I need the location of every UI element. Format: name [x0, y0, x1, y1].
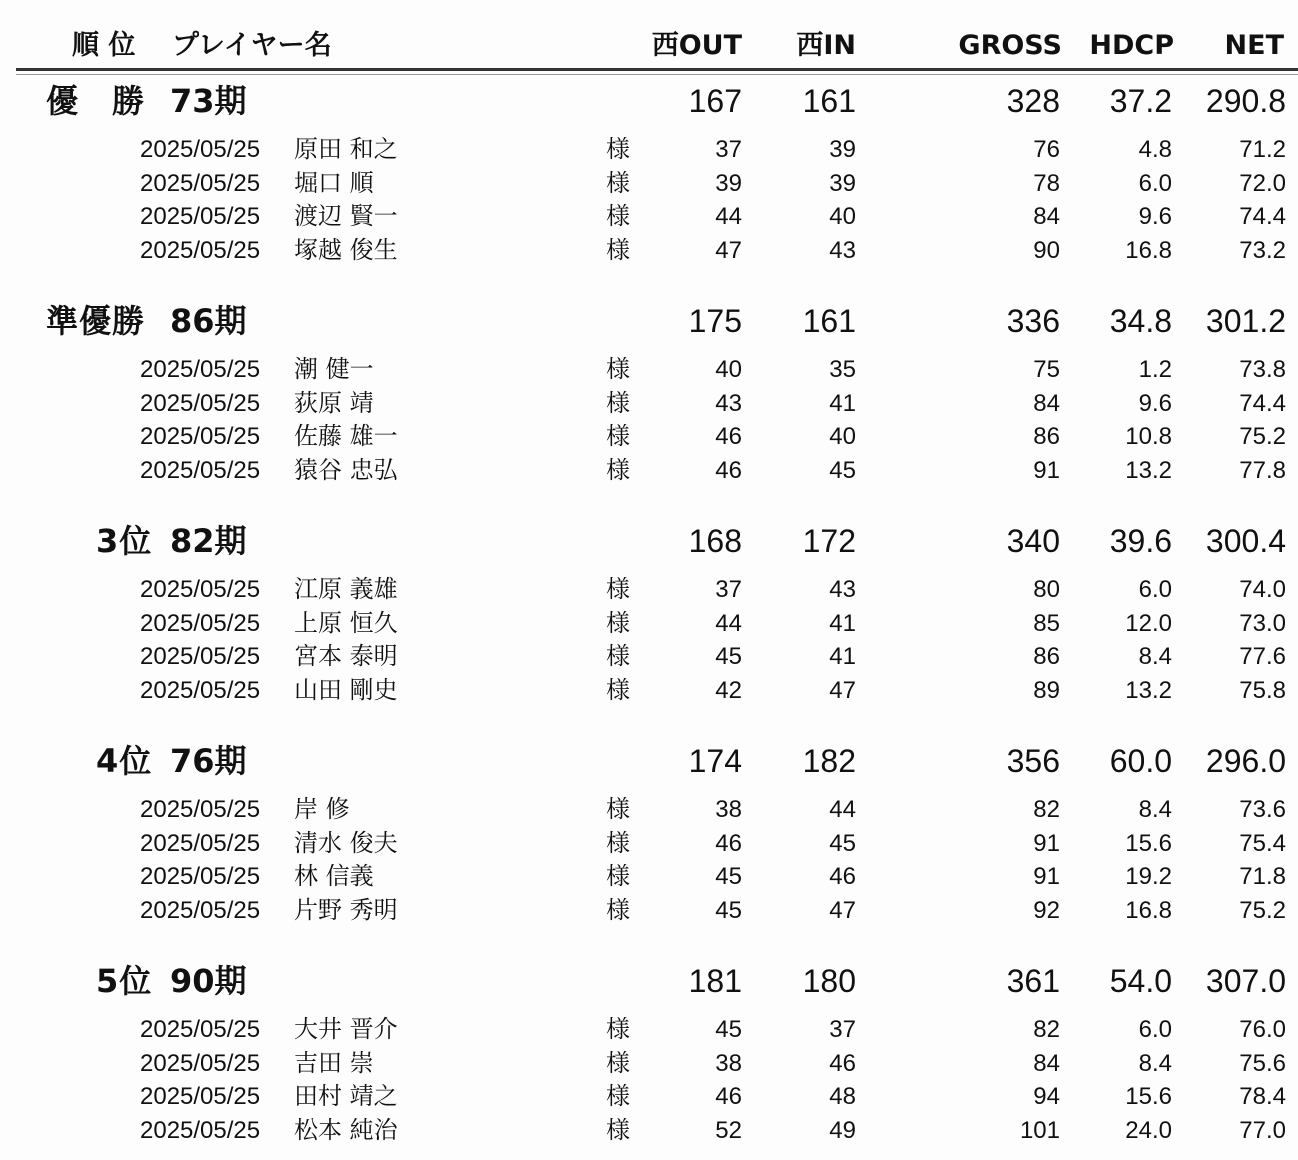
player-gross: 89 — [1033, 676, 1060, 704]
team-hdcp-total: 34.8 — [1109, 303, 1172, 339]
player-out: 38 — [715, 1049, 742, 1077]
player-in: 37 — [829, 1016, 856, 1043]
player-row — [0, 167, 1298, 200]
player-date: 2025/05/25 — [140, 1116, 261, 1144]
player-in: 40 — [829, 203, 856, 230]
player-honorific: 様 — [606, 355, 630, 383]
player-date: 2025/05/25 — [140, 643, 261, 670]
player-date: 2025/05/25 — [140, 896, 261, 924]
team-row — [0, 958, 1298, 1004]
player-row — [0, 674, 1298, 707]
player-hdcp: 8.4 — [1138, 643, 1172, 670]
player-name: 吉田 崇 — [294, 1048, 374, 1077]
team-in-total: 182 — [802, 743, 856, 779]
team-net-total: 300.4 — [1205, 523, 1286, 559]
player-in: 40 — [829, 423, 856, 450]
team-gross-total: 340 — [1006, 523, 1060, 559]
player-name: 大井 晋介 — [294, 1015, 398, 1043]
team-term: 76期 — [170, 742, 247, 780]
player-hdcp: 8.4 — [1138, 1049, 1172, 1077]
player-out: 45 — [715, 643, 742, 670]
player-name: 塚越 俊生 — [294, 235, 398, 264]
player-name: 渡辺 賢一 — [294, 202, 398, 230]
player-gross: 84 — [1033, 389, 1060, 417]
player-out: 46 — [715, 456, 742, 484]
player-name: 清水 俊夫 — [294, 828, 398, 857]
player-hdcp: 15.6 — [1125, 829, 1172, 857]
player-honorific: 様 — [606, 455, 630, 484]
player-hdcp: 6.0 — [1138, 576, 1172, 603]
player-net: 73.0 — [1239, 609, 1286, 637]
player-date: 2025/05/25 — [140, 389, 261, 417]
team-hdcp-total: 60.0 — [1109, 743, 1172, 779]
team-term: 82期 — [170, 522, 247, 560]
player-out: 46 — [715, 423, 742, 450]
player-date: 2025/05/25 — [140, 236, 261, 264]
player-gross: 91 — [1033, 829, 1060, 857]
team-gross-total: 361 — [1006, 963, 1060, 999]
player-in: 35 — [829, 356, 856, 383]
player-gross: 75 — [1033, 356, 1060, 383]
player-net: 71.8 — [1239, 863, 1286, 890]
team-row — [0, 298, 1298, 344]
player-honorific: 様 — [606, 235, 630, 264]
team-term: 90期 — [170, 962, 247, 1000]
player-net: 74.0 — [1239, 576, 1286, 603]
player-gross: 101 — [1019, 1116, 1060, 1144]
player-honorific: 様 — [606, 135, 630, 163]
player-out: 43 — [715, 389, 742, 417]
player-hdcp: 13.2 — [1125, 456, 1172, 484]
player-honorific: 様 — [606, 642, 630, 670]
player-honorific: 様 — [606, 608, 630, 637]
team-rank: 5位 — [96, 962, 153, 1000]
player-out: 39 — [715, 169, 742, 197]
player-gross: 94 — [1033, 1083, 1060, 1110]
player-gross: 82 — [1033, 1016, 1060, 1043]
player-hdcp: 24.0 — [1125, 1116, 1172, 1144]
player-net: 73.8 — [1239, 356, 1286, 383]
player-name: 山田 剛史 — [294, 675, 398, 704]
player-in: 41 — [829, 389, 856, 417]
player-row — [0, 860, 1298, 893]
player-hdcp: 12.0 — [1125, 609, 1172, 637]
player-hdcp: 19.2 — [1125, 863, 1172, 890]
player-net: 72.0 — [1239, 169, 1286, 197]
player-date: 2025/05/25 — [140, 676, 261, 704]
team-net-total: 307.0 — [1205, 963, 1286, 999]
player-row — [0, 234, 1298, 267]
player-honorific: 様 — [606, 895, 630, 924]
team-net-total: 296.0 — [1205, 743, 1286, 779]
player-gross: 90 — [1033, 236, 1060, 264]
player-net: 74.4 — [1239, 203, 1286, 230]
player-in: 47 — [829, 896, 856, 924]
player-out: 45 — [715, 863, 742, 890]
player-gross: 80 — [1033, 576, 1060, 603]
player-honorific: 様 — [606, 202, 630, 230]
player-out: 47 — [715, 236, 742, 264]
player-in: 46 — [829, 863, 856, 890]
header-net: NET — [1224, 30, 1284, 61]
team-in-total: 180 — [802, 963, 856, 999]
player-out: 52 — [715, 1116, 742, 1144]
player-hdcp: 15.6 — [1125, 1083, 1172, 1110]
player-name: 松本 純治 — [294, 1115, 398, 1144]
player-net: 73.2 — [1239, 236, 1286, 264]
player-honorific: 様 — [606, 422, 630, 450]
player-hdcp: 16.8 — [1125, 236, 1172, 264]
team-out-total: 175 — [688, 303, 742, 339]
player-out: 42 — [715, 676, 742, 704]
player-gross: 82 — [1033, 796, 1060, 823]
player-hdcp: 1.2 — [1138, 356, 1172, 383]
player-honorific: 様 — [606, 862, 630, 890]
player-date: 2025/05/25 — [140, 356, 261, 383]
team-out-total: 167 — [688, 83, 742, 119]
player-row — [0, 387, 1298, 420]
team-rank: 準優勝 — [46, 302, 146, 340]
player-row — [0, 640, 1298, 673]
team-out-total: 168 — [688, 523, 742, 559]
player-out: 46 — [715, 1083, 742, 1110]
player-net: 77.8 — [1239, 456, 1286, 484]
player-honorific: 様 — [606, 575, 630, 603]
player-date: 2025/05/25 — [140, 796, 261, 823]
player-date: 2025/05/25 — [140, 456, 261, 484]
player-net: 76.0 — [1239, 1016, 1286, 1043]
player-name: 原田 和之 — [294, 135, 398, 163]
team-row — [0, 518, 1298, 564]
player-row — [0, 1080, 1298, 1113]
player-gross: 84 — [1033, 1049, 1060, 1077]
player-name: 片野 秀明 — [294, 895, 398, 924]
player-out: 44 — [715, 609, 742, 637]
player-row — [0, 607, 1298, 640]
header-divider — [16, 68, 1298, 75]
player-date: 2025/05/25 — [140, 1016, 261, 1043]
player-in: 43 — [829, 576, 856, 603]
player-row — [0, 353, 1298, 386]
team-rank: 3位 — [96, 522, 153, 560]
header-player-name: プレイヤー名 — [172, 30, 332, 61]
team-rank: 優 勝 — [46, 82, 146, 120]
player-date: 2025/05/25 — [140, 829, 261, 857]
player-name: 堀口 順 — [294, 168, 374, 197]
player-hdcp: 9.6 — [1138, 389, 1172, 417]
player-gross: 85 — [1033, 609, 1060, 637]
player-name: 荻原 靖 — [294, 388, 374, 417]
player-date: 2025/05/25 — [140, 609, 261, 637]
player-date: 2025/05/25 — [140, 576, 261, 603]
player-honorific: 様 — [606, 1048, 630, 1077]
player-date: 2025/05/25 — [140, 423, 261, 450]
player-name: 江原 義雄 — [294, 575, 398, 603]
player-row — [0, 573, 1298, 606]
player-in: 45 — [829, 829, 856, 857]
player-in: 39 — [829, 169, 856, 197]
player-in: 48 — [829, 1083, 856, 1110]
player-out: 40 — [715, 356, 742, 383]
player-net: 75.2 — [1239, 896, 1286, 924]
player-hdcp: 6.0 — [1138, 1016, 1172, 1043]
team-term: 73期 — [170, 82, 247, 120]
player-date: 2025/05/25 — [140, 136, 261, 163]
player-net: 75.4 — [1239, 829, 1286, 857]
player-date: 2025/05/25 — [140, 1083, 261, 1110]
player-net: 75.6 — [1239, 1049, 1286, 1077]
player-in: 49 — [829, 1116, 856, 1144]
player-net: 71.2 — [1239, 136, 1286, 163]
team-hdcp-total: 37.2 — [1109, 83, 1172, 119]
player-name: 潮 健一 — [294, 355, 374, 383]
player-out: 37 — [715, 136, 742, 163]
player-out: 45 — [715, 1016, 742, 1043]
player-net: 77.6 — [1239, 643, 1286, 670]
player-gross: 84 — [1033, 203, 1060, 230]
player-name: 上原 恒久 — [294, 608, 398, 637]
player-name: 猿谷 忠弘 — [294, 455, 398, 484]
player-row — [0, 1013, 1298, 1046]
player-gross: 91 — [1033, 456, 1060, 484]
player-date: 2025/05/25 — [140, 1049, 261, 1077]
player-honorific: 様 — [606, 1015, 630, 1043]
team-term: 86期 — [170, 302, 247, 340]
player-gross: 91 — [1033, 863, 1060, 890]
team-row — [0, 738, 1298, 784]
player-date: 2025/05/25 — [140, 203, 261, 230]
player-row — [0, 827, 1298, 860]
player-row — [0, 133, 1298, 166]
header-west-out: 西OUT — [651, 30, 742, 61]
team-gross-total: 328 — [1006, 83, 1060, 119]
player-honorific: 様 — [606, 675, 630, 704]
player-row — [0, 894, 1298, 927]
team-hdcp-total: 54.0 — [1109, 963, 1172, 999]
player-gross: 92 — [1033, 896, 1060, 924]
player-name: 佐藤 雄一 — [294, 422, 398, 450]
player-honorific: 様 — [606, 795, 630, 823]
player-out: 46 — [715, 829, 742, 857]
player-date: 2025/05/25 — [140, 169, 261, 197]
player-gross: 86 — [1033, 423, 1060, 450]
player-hdcp: 8.4 — [1138, 796, 1172, 823]
team-out-total: 174 — [688, 743, 742, 779]
player-in: 46 — [829, 1049, 856, 1077]
player-row — [0, 420, 1298, 453]
player-net: 77.0 — [1239, 1116, 1286, 1144]
player-hdcp: 10.8 — [1125, 423, 1172, 450]
player-in: 44 — [829, 796, 856, 823]
player-out: 45 — [715, 896, 742, 924]
player-honorific: 様 — [606, 1082, 630, 1110]
team-gross-total: 356 — [1006, 743, 1060, 779]
player-gross: 86 — [1033, 643, 1060, 670]
header-rank: 順 位 — [72, 30, 136, 61]
team-in-total: 161 — [802, 303, 856, 339]
player-net: 75.2 — [1239, 423, 1286, 450]
player-out: 44 — [715, 203, 742, 230]
player-in: 45 — [829, 456, 856, 484]
player-in: 43 — [829, 236, 856, 264]
team-in-total: 161 — [802, 83, 856, 119]
team-rank: 4位 — [96, 742, 153, 780]
player-row — [0, 1047, 1298, 1080]
player-honorific: 様 — [606, 828, 630, 857]
header-hdcp: HDCP — [1089, 30, 1174, 61]
team-net-total: 290.8 — [1205, 83, 1286, 119]
player-in: 39 — [829, 136, 856, 163]
player-row — [0, 1114, 1298, 1147]
player-name: 宮本 泰明 — [294, 642, 398, 670]
player-out: 37 — [715, 576, 742, 603]
player-row — [0, 793, 1298, 826]
player-in: 41 — [829, 643, 856, 670]
team-net-total: 301.2 — [1205, 303, 1286, 339]
player-hdcp: 9.6 — [1138, 203, 1172, 230]
player-row — [0, 200, 1298, 233]
player-net: 78.4 — [1239, 1083, 1286, 1110]
team-out-total: 181 — [688, 963, 742, 999]
player-gross: 76 — [1033, 136, 1060, 163]
header-west-in: 西IN — [796, 30, 856, 61]
player-date: 2025/05/25 — [140, 863, 261, 890]
player-honorific: 様 — [606, 388, 630, 417]
player-in: 41 — [829, 609, 856, 637]
player-name: 岸 修 — [294, 795, 350, 823]
player-net: 75.8 — [1239, 676, 1286, 704]
player-net: 74.4 — [1239, 389, 1286, 417]
player-hdcp: 4.8 — [1138, 136, 1172, 163]
player-in: 47 — [829, 676, 856, 704]
player-name: 田村 靖之 — [294, 1082, 398, 1110]
player-hdcp: 6.0 — [1138, 169, 1172, 197]
player-hdcp: 13.2 — [1125, 676, 1172, 704]
player-name: 林 信義 — [294, 862, 374, 890]
team-row — [0, 78, 1298, 124]
player-hdcp: 16.8 — [1125, 896, 1172, 924]
player-honorific: 様 — [606, 1115, 630, 1144]
header-gross: GROSS — [958, 30, 1062, 61]
team-hdcp-total: 39.6 — [1109, 523, 1172, 559]
team-in-total: 172 — [802, 523, 856, 559]
player-net: 73.6 — [1239, 796, 1286, 823]
player-gross: 78 — [1033, 169, 1060, 197]
player-out: 38 — [715, 796, 742, 823]
player-row — [0, 454, 1298, 487]
player-honorific: 様 — [606, 168, 630, 197]
team-gross-total: 336 — [1006, 303, 1060, 339]
